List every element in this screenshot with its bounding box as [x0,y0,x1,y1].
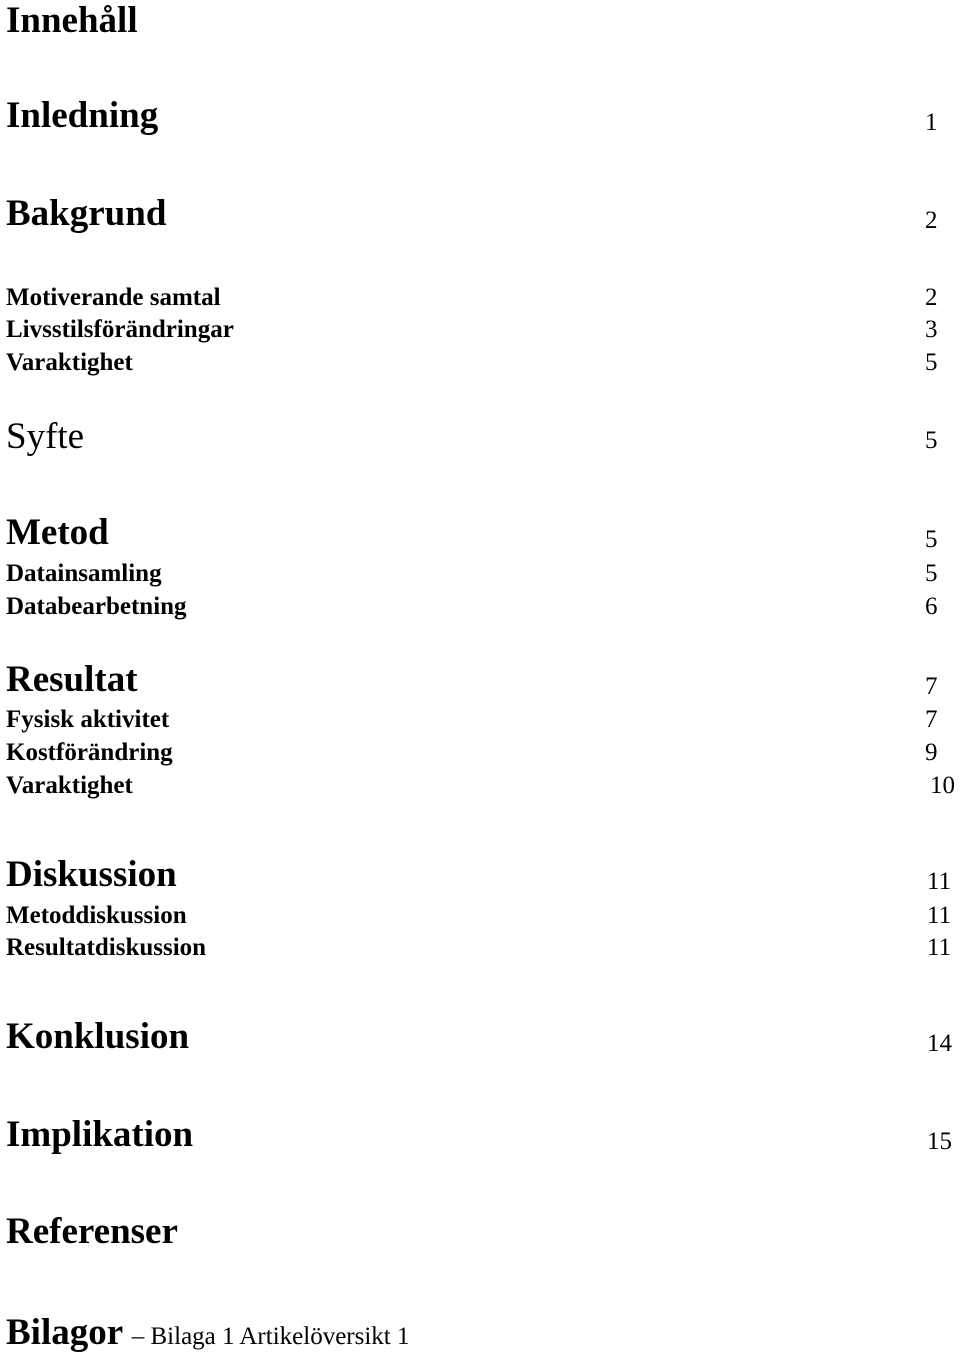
toc-entry-livsstilsforandringar: Livsstilsförändringar [6,316,234,343]
toc-entry-bilagor [6,1314,409,1351]
toc-entry-varaktighet-resultat: Varaktighet [6,772,133,799]
toc-page-datainsamling: 5 [925,560,938,587]
toc-entry-diskussion: Diskussion [6,854,177,895]
toc-page-syfte: 5 [925,427,938,454]
toc-page-varaktighet: 5 [925,349,938,376]
toc-entry-metod: Metod [6,512,109,553]
toc-entry-fysisk-aktivitet: Fysisk aktivitet [6,706,170,733]
toc-entry-kostforandring: Kostförändring [6,739,173,766]
toc-entry-datainsamling: Datainsamling [6,560,162,587]
toc-entry-resultat: Resultat [6,659,138,700]
toc-page-metoddiskussion: 11 [927,902,952,929]
toc-page-kostforandring: 9 [925,739,938,766]
toc-page-fysisk-aktivitet: 7 [925,706,938,733]
toc-page-konklusion: 14 [927,1030,952,1057]
toc-entry-motiverande-samtal: Motiverande samtal [6,284,221,311]
toc-page-livsstilsforandringar: 3 [925,316,938,343]
toc-page-diskussion: 11 [927,868,952,895]
page-title: Innehåll [6,0,138,41]
toc-page-resultat: 7 [925,673,938,700]
toc-entry-referenser: Referenser [6,1211,178,1252]
toc-entry-implikation: Implikation [6,1114,194,1155]
toc-page-resultatdiskussion: 11 [927,934,952,961]
toc-page-varaktighet-resultat: 10 [930,772,955,799]
toc-entry-syfte: Syfte [6,416,85,457]
toc-page-bakgrund: 2 [925,207,938,234]
toc-entry-bakgrund: Bakgrund [6,193,167,234]
toc-entry-varaktighet: Varaktighet [6,349,133,376]
toc-entry-bilagor-label: Bilagor [6,1312,123,1353]
toc-entry-inledning: Inledning [6,95,159,136]
toc-page-databearbetning: 6 [925,593,938,620]
toc-entry-databearbetning: Databearbetning [6,593,187,620]
toc-entry-bilagor-detail: – Bilaga 1 Artikelöversikt 1 [131,1323,410,1350]
toc-entry-metoddiskussion: Metoddiskussion [6,902,187,929]
toc-entry-resultatdiskussion: Resultatdiskussion [6,934,207,961]
toc-entry-konklusion: Konklusion [6,1016,190,1057]
toc-page-inledning: 1 [925,109,938,136]
toc-page-implikation: 15 [927,1128,952,1155]
toc-page-metod: 5 [925,526,938,553]
toc-page-motiverande-samtal: 2 [925,284,938,311]
